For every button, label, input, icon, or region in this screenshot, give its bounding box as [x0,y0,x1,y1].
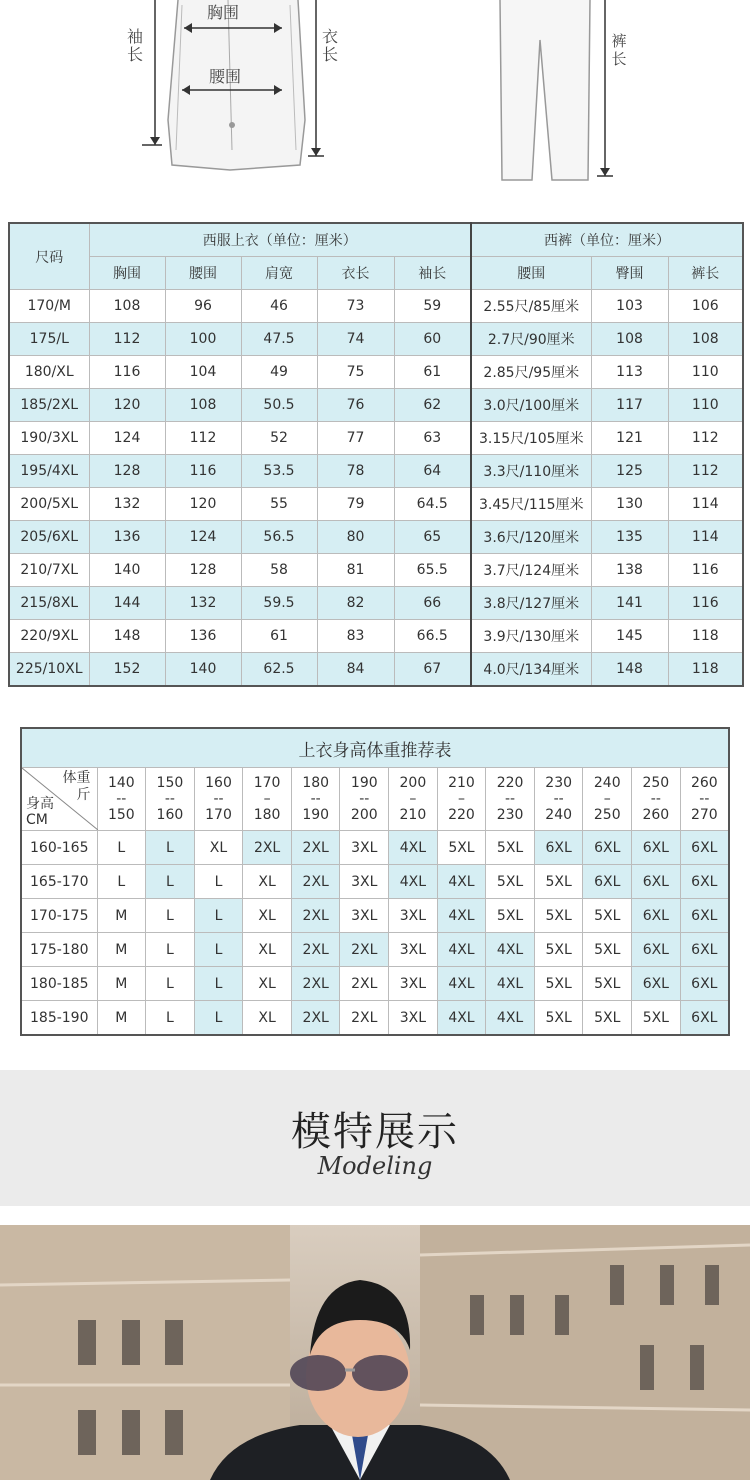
recommended-size-cell: 4XL [437,1001,486,1036]
size-cell: 215/8XL [9,587,89,620]
recommended-size-cell: 2XL [291,865,340,899]
size-header: 尺码 [9,223,89,290]
recommended-size-cell: 2XL [340,933,389,967]
table-row [9,356,743,389]
measure-cell: 138 [591,554,668,587]
weight-range-header: 170 – 180 [243,768,292,831]
weight-range-header: 240 – 250 [583,768,632,831]
size-cell: 185/2XL [9,389,89,422]
recommended-size-cell: 6XL [680,933,729,967]
recommended-size-cell: 5XL [583,1001,632,1036]
measure-cell: 3.15尺/105厘米 [471,422,591,455]
measure-cell: 116 [668,587,743,620]
recommended-size-cell: 6XL [680,967,729,1001]
height-axis-label: 身高 CM [26,796,54,828]
recommended-size-cell: 5XL [534,967,583,1001]
measure-cell: 62 [394,389,471,422]
measure-cell: 106 [668,290,743,323]
measure-cell: 141 [591,587,668,620]
recommended-size-cell: 4XL [486,933,535,967]
size-cell: 170/M [9,290,89,323]
recommended-size-cell: 3XL [389,1001,438,1036]
recommended-size-cell: 4XL [437,967,486,1001]
weight-range-header: 210 – 220 [437,768,486,831]
measure-cell: 148 [591,653,668,687]
measure-cell: 3.6尺/120厘米 [471,521,591,554]
measure-cell: 67 [394,653,471,687]
table-row [21,933,729,967]
weight-range-header: 150 -- 160 [146,768,195,831]
recommended-size-cell: XL [243,899,292,933]
recommended-size-cell: 6XL [680,1001,729,1036]
recommended-size-cell: XL [194,831,243,865]
recommend-section [20,727,730,1036]
measure-cell: 136 [89,521,165,554]
size-cell: 205/6XL [9,521,89,554]
measure-cell: 2.85尺/95厘米 [471,356,591,389]
pants-length-label: 裤长 [611,32,627,68]
recommended-size-cell: 5XL [583,899,632,933]
measure-cell: 80 [317,521,394,554]
recommend-title: 上衣身高体重推荐表 [21,728,729,768]
measure-cell: 65.5 [394,554,471,587]
measure-cell: 74 [317,323,394,356]
recommended-size-cell: 5XL [534,933,583,967]
measure-cell: 110 [668,389,743,422]
recommended-size-cell: 5XL [437,831,486,865]
recommended-size-cell: XL [243,967,292,1001]
measure-cell: 140 [89,554,165,587]
recommended-size-cell: 2XL [291,831,340,865]
table-row [9,587,743,620]
measure-cell: 61 [241,620,317,653]
recommended-size-cell: 6XL [632,933,681,967]
measure-cell: 132 [165,587,241,620]
pants-group-header: 西裤（单位：厘米） [471,223,743,257]
model-photo-illustration [0,1225,750,1480]
measure-cell: 110 [668,356,743,389]
recommended-size-cell: XL [243,933,292,967]
measure-cell: 59.5 [241,587,317,620]
measure-cell: 100 [165,323,241,356]
measure-cell: 116 [668,554,743,587]
recommended-size-cell: L [194,967,243,1001]
recommended-size-cell: L [146,831,195,865]
measure-cell: 3.7尺/124厘米 [471,554,591,587]
measure-cell: 112 [165,422,241,455]
recommended-size-cell: L [146,899,195,933]
measure-cell: 59 [394,290,471,323]
measure-cell: 49 [241,356,317,389]
measure-cell: 50.5 [241,389,317,422]
height-range-cell: 175-180 [21,933,97,967]
size-diagram [0,0,750,205]
modeling-banner [0,1070,750,1206]
table-row [21,865,729,899]
table-row [9,290,743,323]
recommended-size-cell: 3XL [389,967,438,1001]
recommended-size-cell: 3XL [389,933,438,967]
recommended-size-cell: M [97,1001,146,1036]
waist-label: 腰围 [209,67,242,86]
measure-cell: 79 [317,488,394,521]
measure-cell: 120 [165,488,241,521]
measure-cell: 120 [89,389,165,422]
recommended-size-cell: 5XL [534,1001,583,1036]
measure-cell: 3.45尺/115厘米 [471,488,591,521]
recommended-size-cell: 5XL [583,933,632,967]
recommended-size-cell: 4XL [437,865,486,899]
table-corner [21,768,97,831]
size-cell: 175/L [9,323,89,356]
chest-label: 胸围 [207,3,240,22]
recommended-size-cell: 6XL [632,967,681,1001]
measure-cell: 145 [591,620,668,653]
recommended-size-cell: L [194,1001,243,1036]
measure-cell: 2.55尺/85厘米 [471,290,591,323]
measure-cell: 83 [317,620,394,653]
recommended-size-cell: 6XL [680,865,729,899]
banner-title: 模特展示 [291,1109,459,1155]
size-cell: 190/3XL [9,422,89,455]
recommended-size-cell: L [146,967,195,1001]
measure-cell: 64 [394,455,471,488]
measure-cell: 116 [165,455,241,488]
recommended-size-cell: 5XL [486,899,535,933]
weight-range-header: 160 -- 170 [194,768,243,831]
table-row [9,554,743,587]
recommended-size-cell: 6XL [632,899,681,933]
recommended-size-cell: L [194,933,243,967]
recommended-size-cell: 6XL [632,831,681,865]
recommended-size-cell: 5XL [486,831,535,865]
height-range-cell: 160-165 [21,831,97,865]
recommended-size-cell: M [97,967,146,1001]
table-row [21,831,729,865]
measure-cell: 2.7尺/90厘米 [471,323,591,356]
recommended-size-cell: L [146,865,195,899]
measure-cell: 46 [241,290,317,323]
measure-cell: 108 [89,290,165,323]
recommended-size-cell: 3XL [340,831,389,865]
recommended-size-cell: 2XL [291,1001,340,1036]
measure-cell: 58 [241,554,317,587]
recommended-size-cell: 6XL [632,865,681,899]
recommended-size-cell: 5XL [486,865,535,899]
measure-cell: 112 [668,455,743,488]
size-cell: 210/7XL [9,554,89,587]
measure-cell: 63 [394,422,471,455]
table-row [21,899,729,933]
table-row [9,455,743,488]
measure-cell: 144 [89,587,165,620]
recommended-size-cell: 6XL [583,831,632,865]
recommended-size-cell: 6XL [583,865,632,899]
weight-range-header: 200 – 210 [389,768,438,831]
measure-cell: 113 [591,356,668,389]
measure-cell: 47.5 [241,323,317,356]
recommended-size-cell: L [97,865,146,899]
measure-cell: 135 [591,521,668,554]
size-cell: 195/4XL [9,455,89,488]
size-cell: 200/5XL [9,488,89,521]
measure-cell: 3.9尺/130厘米 [471,620,591,653]
recommended-size-cell: 3XL [340,899,389,933]
measure-cell: 118 [668,653,743,687]
recommended-size-cell: 4XL [486,1001,535,1036]
measure-cell: 4.0尺/134厘米 [471,653,591,687]
recommended-size-cell: 2XL [291,967,340,1001]
garment-illustration [0,0,750,205]
measure-cell: 62.5 [241,653,317,687]
measure-cell: 75 [317,356,394,389]
recommended-size-cell: 4XL [389,831,438,865]
size-column-header: 胸围 [89,257,165,290]
measure-cell: 104 [165,356,241,389]
size-column-header: 裤长 [668,257,743,290]
height-range-cell: 185-190 [21,1001,97,1036]
measure-cell: 128 [165,554,241,587]
height-range-cell: 165-170 [21,865,97,899]
weight-range-header: 180 -- 190 [291,768,340,831]
measure-cell: 128 [89,455,165,488]
measure-cell: 76 [317,389,394,422]
recommended-size-cell: 6XL [680,899,729,933]
recommended-size-cell: 6XL [680,831,729,865]
recommended-size-cell: 4XL [389,865,438,899]
measure-cell: 121 [591,422,668,455]
recommended-size-cell: 5XL [534,899,583,933]
weight-range-header: 140 -- 150 [97,768,146,831]
size-cell: 220/9XL [9,620,89,653]
measure-cell: 152 [89,653,165,687]
measure-cell: 77 [317,422,394,455]
recommended-size-cell: 4XL [437,933,486,967]
measure-cell: 116 [89,356,165,389]
size-column-header: 衣长 [317,257,394,290]
recommended-size-cell: 4XL [486,967,535,1001]
banner-subtitle: Modeling [317,1152,433,1180]
table-row [9,323,743,356]
size-column-header: 腰围 [165,257,241,290]
measure-cell: 125 [591,455,668,488]
measure-cell: 73 [317,290,394,323]
weight-range-header: 190 -- 200 [340,768,389,831]
recommended-size-cell: 4XL [437,899,486,933]
measure-cell: 78 [317,455,394,488]
size-cell: 225/10XL [9,653,89,687]
measure-cell: 108 [668,323,743,356]
measure-cell: 52 [241,422,317,455]
measure-cell: 108 [165,389,241,422]
recommended-size-cell: L [146,1001,195,1036]
table-row [9,620,743,653]
recommended-size-cell: 2XL [291,933,340,967]
measure-cell: 81 [317,554,394,587]
measure-cell: 56.5 [241,521,317,554]
measure-cell: 130 [591,488,668,521]
recommend-table [20,727,730,1036]
measure-cell: 82 [317,587,394,620]
measure-cell: 60 [394,323,471,356]
measure-cell: 124 [89,422,165,455]
measure-cell: 112 [668,422,743,455]
size-cell: 180/XL [9,356,89,389]
measure-cell: 140 [165,653,241,687]
measure-cell: 3.0尺/100厘米 [471,389,591,422]
measure-cell: 108 [591,323,668,356]
weight-range-header: 230 -- 240 [534,768,583,831]
measure-cell: 84 [317,653,394,687]
jacket-length-label: 衣长 [321,27,338,64]
recommended-size-cell: XL [243,865,292,899]
measure-cell: 65 [394,521,471,554]
recommended-size-cell: 6XL [534,831,583,865]
recommended-size-cell: M [97,933,146,967]
jacket-group-header: 西服上衣（单位：厘米） [89,223,471,257]
recommended-size-cell: L [194,899,243,933]
measure-cell: 112 [89,323,165,356]
measure-cell: 3.8尺/127厘米 [471,587,591,620]
weight-range-header: 220 -- 230 [486,768,535,831]
recommended-size-cell: 3XL [389,899,438,933]
measure-cell: 103 [591,290,668,323]
weight-range-header: 250 -- 260 [632,768,681,831]
measure-cell: 61 [394,356,471,389]
measure-cell: 132 [89,488,165,521]
weight-range-header: 260 -- 270 [680,768,729,831]
measure-cell: 124 [165,521,241,554]
size-column-header: 臀围 [591,257,668,290]
measure-cell: 66 [394,587,471,620]
table-row [9,422,743,455]
measure-cell: 136 [165,620,241,653]
measure-cell: 117 [591,389,668,422]
sleeve-length-label: 袖长 [126,27,143,64]
recommended-size-cell: 2XL [243,831,292,865]
recommended-size-cell: 2XL [291,899,340,933]
recommended-size-cell: L [194,865,243,899]
measure-cell: 3.3尺/110厘米 [471,455,591,488]
size-chart-table [8,222,744,687]
table-row [9,521,743,554]
measure-cell: 96 [165,290,241,323]
measure-cell: 148 [89,620,165,653]
size-column-header: 腰围 [471,257,591,290]
recommended-size-cell: M [97,899,146,933]
measure-cell: 55 [241,488,317,521]
size-column-header: 袖长 [394,257,471,290]
measure-cell: 66.5 [394,620,471,653]
recommended-size-cell: 5XL [632,1001,681,1036]
recommended-size-cell: 5XL [583,967,632,1001]
recommended-size-cell: L [146,933,195,967]
table-row [21,1001,729,1036]
table-row [9,389,743,422]
table-row [9,653,743,687]
recommended-size-cell: L [97,831,146,865]
measure-cell: 53.5 [241,455,317,488]
weight-axis-label: 体重 斤 [62,770,91,803]
recommended-size-cell: 5XL [534,865,583,899]
height-range-cell: 180-185 [21,967,97,1001]
recommended-size-cell: 2XL [340,1001,389,1036]
measure-cell: 64.5 [394,488,471,521]
size-column-header: 肩宽 [241,257,317,290]
measure-cell: 118 [668,620,743,653]
recommended-size-cell: 3XL [340,865,389,899]
table-row [9,488,743,521]
model-photo [0,1225,750,1480]
measure-cell: 114 [668,488,743,521]
table-row [21,967,729,1001]
measure-cell: 114 [668,521,743,554]
recommended-size-cell: 2XL [340,967,389,1001]
recommended-size-cell: XL [243,1001,292,1036]
height-range-cell: 170-175 [21,899,97,933]
